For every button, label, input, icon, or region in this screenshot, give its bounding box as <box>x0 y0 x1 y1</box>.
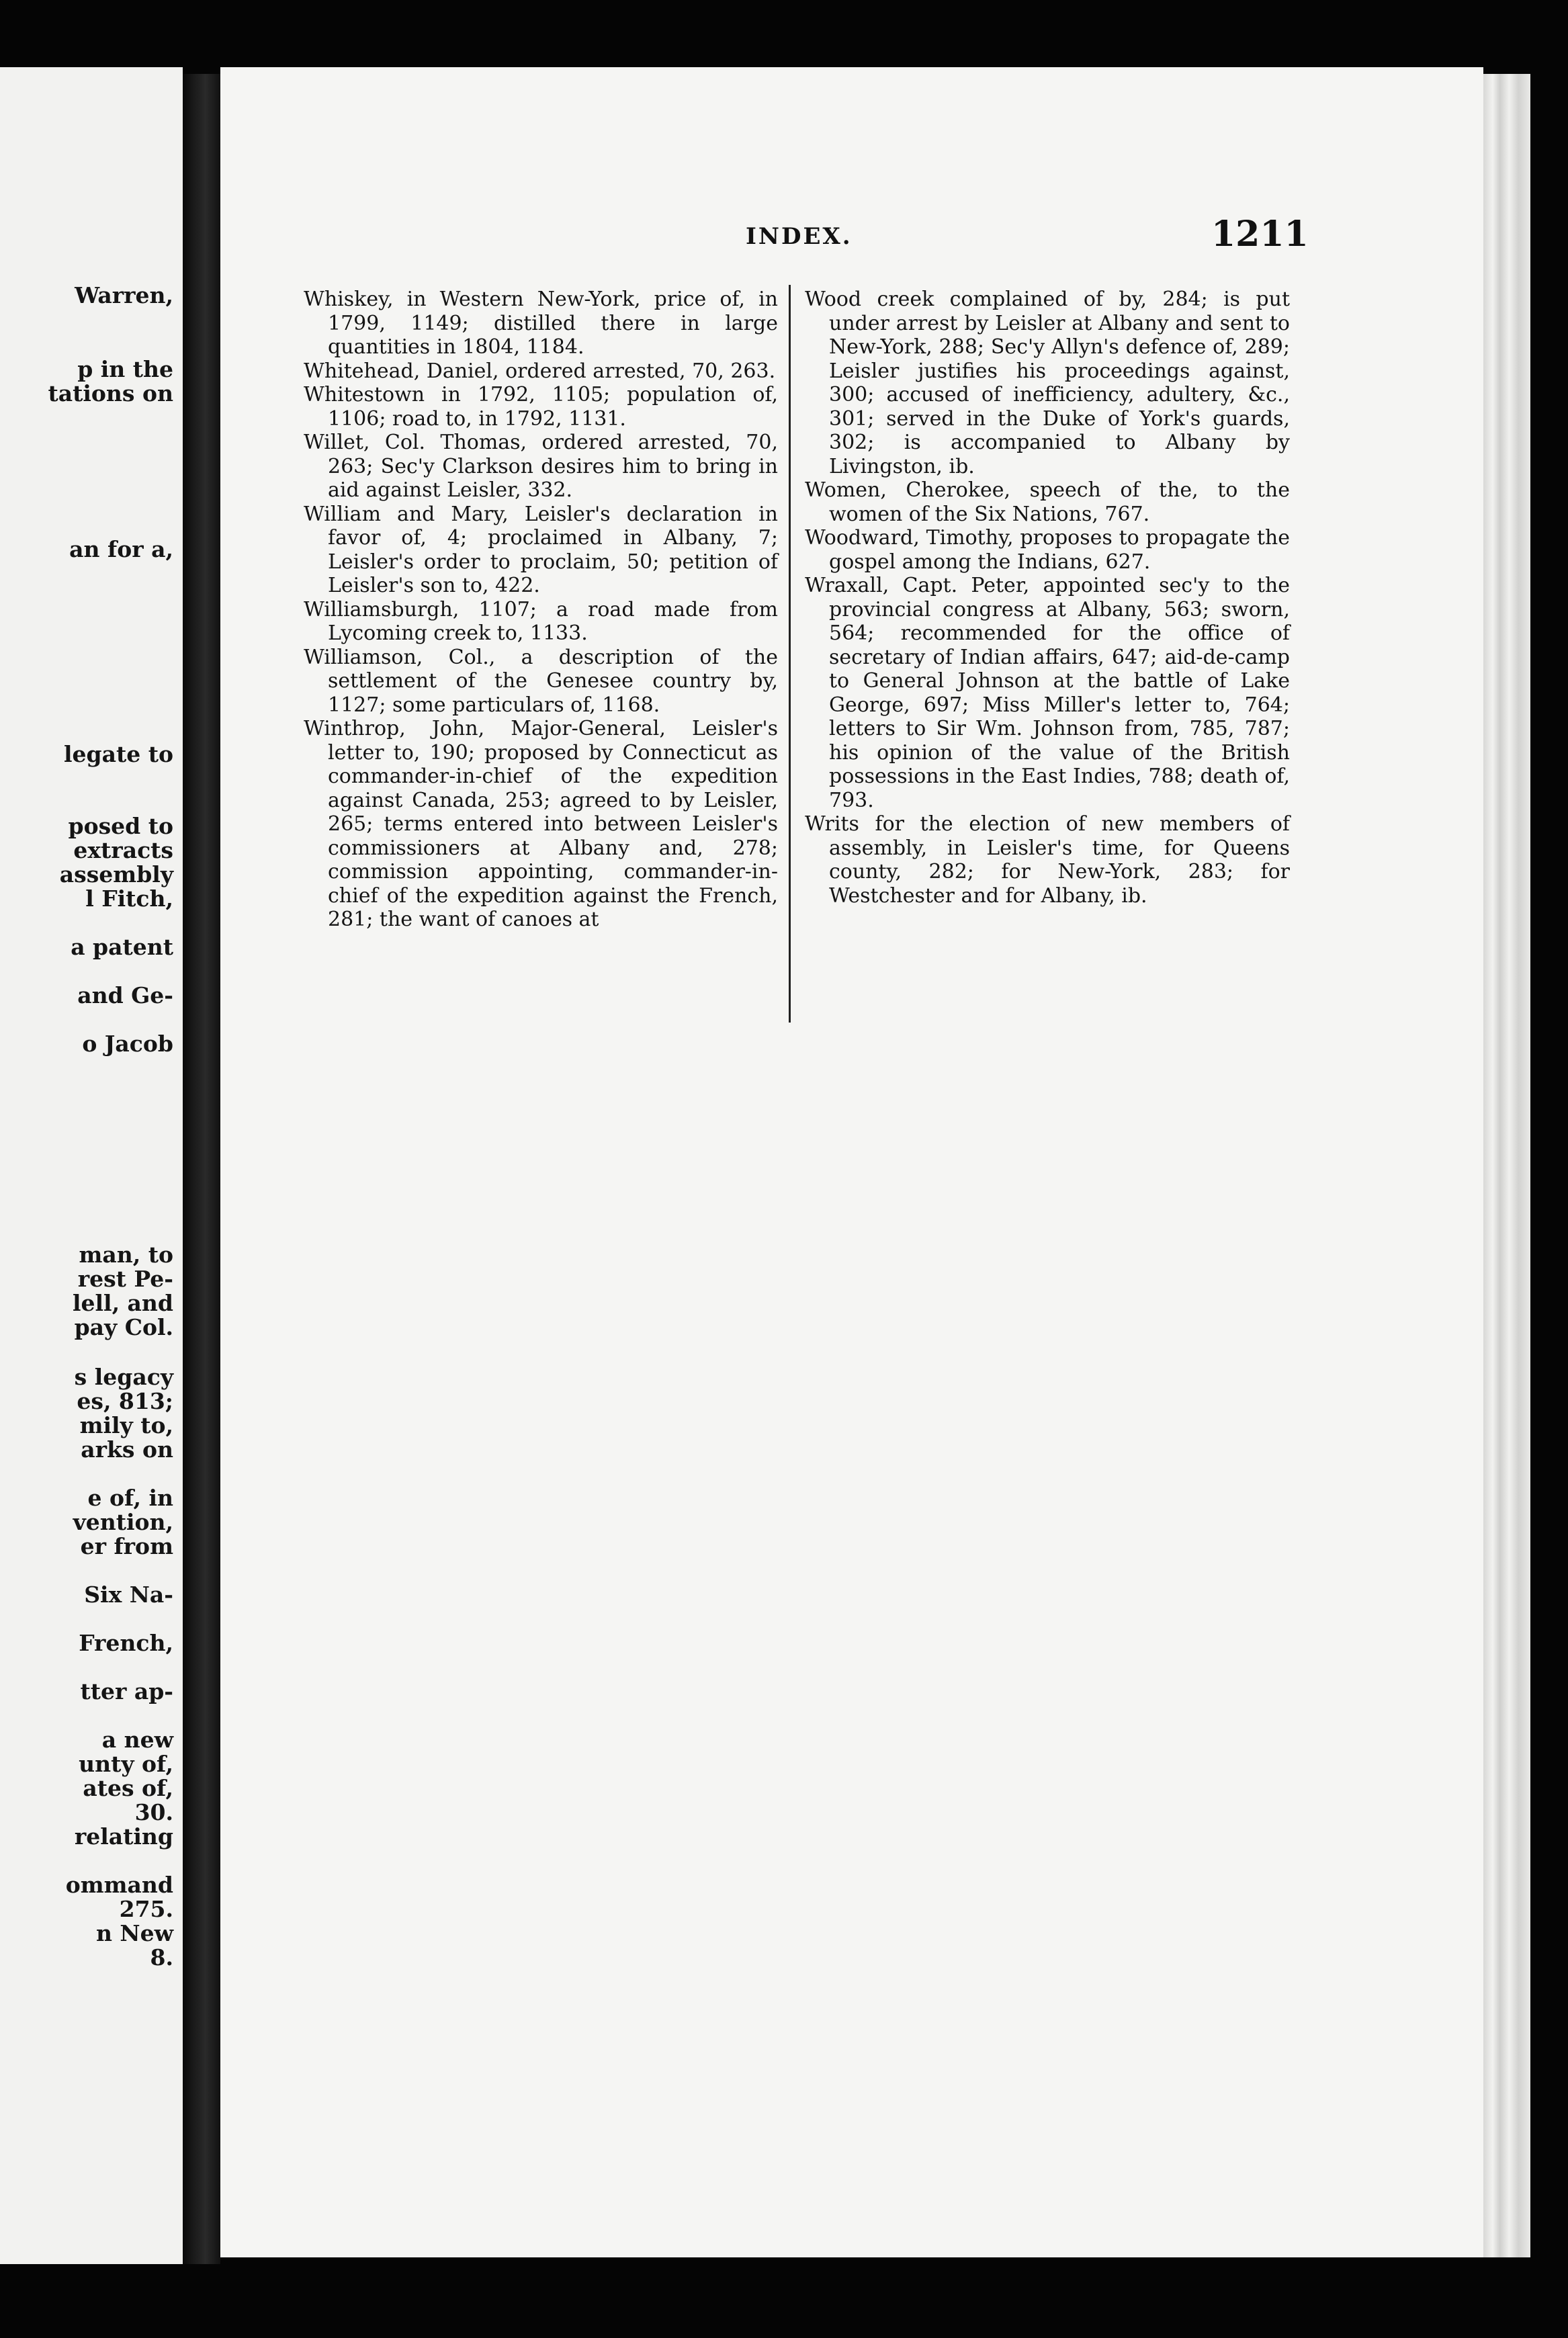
left-page-fragment: 275. <box>119 1896 173 1922</box>
left-page-fragment: tations on <box>48 380 173 406</box>
left-page-fragment: an for a, <box>69 536 173 562</box>
left-page-fragment: relating <box>74 1823 173 1850</box>
book-gutter <box>183 74 220 2264</box>
left-page-fragment: 30. <box>134 1799 173 1825</box>
left-page-fragment: arks on <box>81 1436 173 1463</box>
index-entry: William and Mary, Leisler's declaration in favor of, 4; proclaimed in Albany, 7; Leisler's order to proclaim, 50; petition of Leisler's son to, 422. <box>304 502 778 597</box>
left-page-fragment: rest Pe- <box>77 1266 173 1292</box>
left-page-fragment: man, to <box>79 1242 173 1268</box>
index-column-right <box>805 288 1290 908</box>
left-page-fragment: l Fitch, <box>85 885 173 912</box>
left-page-fragment: vention, <box>73 1509 173 1535</box>
left-page-fragment: assembly <box>59 861 173 887</box>
left-page-fragment: Warren, <box>75 282 173 308</box>
left-page-fragment: posed to <box>68 813 173 839</box>
left-page-fragment: a patent <box>71 934 173 960</box>
left-page-fragment: e of, in <box>87 1485 173 1511</box>
left-page-fragment: extracts <box>73 837 173 863</box>
left-page-fragment: mily to, <box>79 1412 173 1438</box>
index-entry: Whitehead, Daniel, ordered arrested, 70, 263. <box>304 359 776 383</box>
left-page-fragment: legate to <box>64 741 173 767</box>
left-page-fragment: 8. <box>150 1944 173 1971</box>
left-page-fragment: p in the <box>77 356 173 382</box>
index-entry: Whiskey, in Western New-York, price of, in 1799, 1149; distilled there in large quantities in 1804, 1184. <box>304 288 778 359</box>
index-column-left <box>304 288 778 932</box>
left-page-fragment: o Jacob <box>82 1031 173 1057</box>
page-edge-stack <box>1483 74 1530 2257</box>
left-page-fragment: Six Na- <box>84 1582 173 1608</box>
index-entry: Williamsburgh, 1107; a road made from Lycoming creek to, 1133. <box>304 597 778 645</box>
left-page-fragment: es, 813; <box>77 1388 173 1414</box>
left-page-fragment: unty of, <box>79 1751 173 1777</box>
left-page-fragment: a new <box>101 1727 173 1753</box>
index-entry: Women, Cherokee, speech of the, to the women of the Six Nations, 767. <box>805 478 1290 526</box>
left-page-fragment: and Ge- <box>77 982 173 1008</box>
index-entry: Winthrop, John, Major-General, Leisler's letter to, 190; proposed by Connecticut as commander-in-chief of the expedition against Canada, 253; agreed to by Leisler, 265; terms entered into between Leisler's commissioners at Albany and, 278; commission appointing, commander-in-chief of the expedition against the French, 281; the want of canoes at <box>304 717 778 931</box>
index-entry: Whitestown in 1792, 1105; population of, 1106; road to, in 1792, 1131. <box>304 383 778 431</box>
index-entry: Willet, Col. Thomas, ordered arrested, 70, 263; Sec'y Clarkson desires him to bring in aid against Leisler, 332. <box>304 431 778 502</box>
index-entry: Wraxall, Capt. Peter, appointed sec'y to the provincial congress at Albany, 563; sworn, 564; recommended for the office of secretary of Indian affairs, 647; aid-de-camp to General Johnson at the battle of Lake George, 697; Miss Miller's letter to, 764; letters to Sir Wm. Johnson from, 785, 787; his opinion of the value of the British possessions in the East Indies, 788; death of, 793. <box>805 574 1290 812</box>
left-page-fragment: tter ap- <box>80 1678 173 1704</box>
left-page-fragment: n New <box>95 1920 173 1946</box>
index-entry: Writs for the election of new members of assembly, in Leisler's time, for Queens county, 282; for New-York, 283; for Westchester and for Albany, ib. <box>805 812 1290 908</box>
index-entry: Woodward, Timothy, proposes to propagate the gospel among the Indians, 627. <box>805 526 1290 574</box>
left-page-fragment: ommand <box>65 1872 173 1898</box>
index-entry: Wood creek complained of by, 284; is put under arrest by Leisler at Albany and sent to New-York, 288; Sec'y Allyn's defence of, 289; Leisler justifies his proceedings against, 300; accused of inefficiency, adultery, &c., 301; served in the Duke of York's guards, 302; is accompanied to Albany by Livingston, ib. <box>805 288 1290 478</box>
left-page-fragment: lell, and <box>72 1290 173 1316</box>
left-page-fragment: er from <box>80 1533 173 1559</box>
column-divider <box>789 285 791 1023</box>
left-page-fragment: ates of, <box>83 1775 173 1801</box>
left-page-fragment: s legacy <box>74 1364 173 1390</box>
left-page-edge <box>0 67 183 2264</box>
left-page-fragment: French, <box>79 1630 173 1656</box>
index-entry: Williamson, Col., a description of the settlement of the Genesee country by, 1127; some particulars of, 1168. <box>304 645 778 717</box>
running-head: INDEX. <box>746 223 853 250</box>
page-number: 1211 <box>1211 214 1309 255</box>
left-page-fragment: pay Col. <box>74 1314 173 1340</box>
